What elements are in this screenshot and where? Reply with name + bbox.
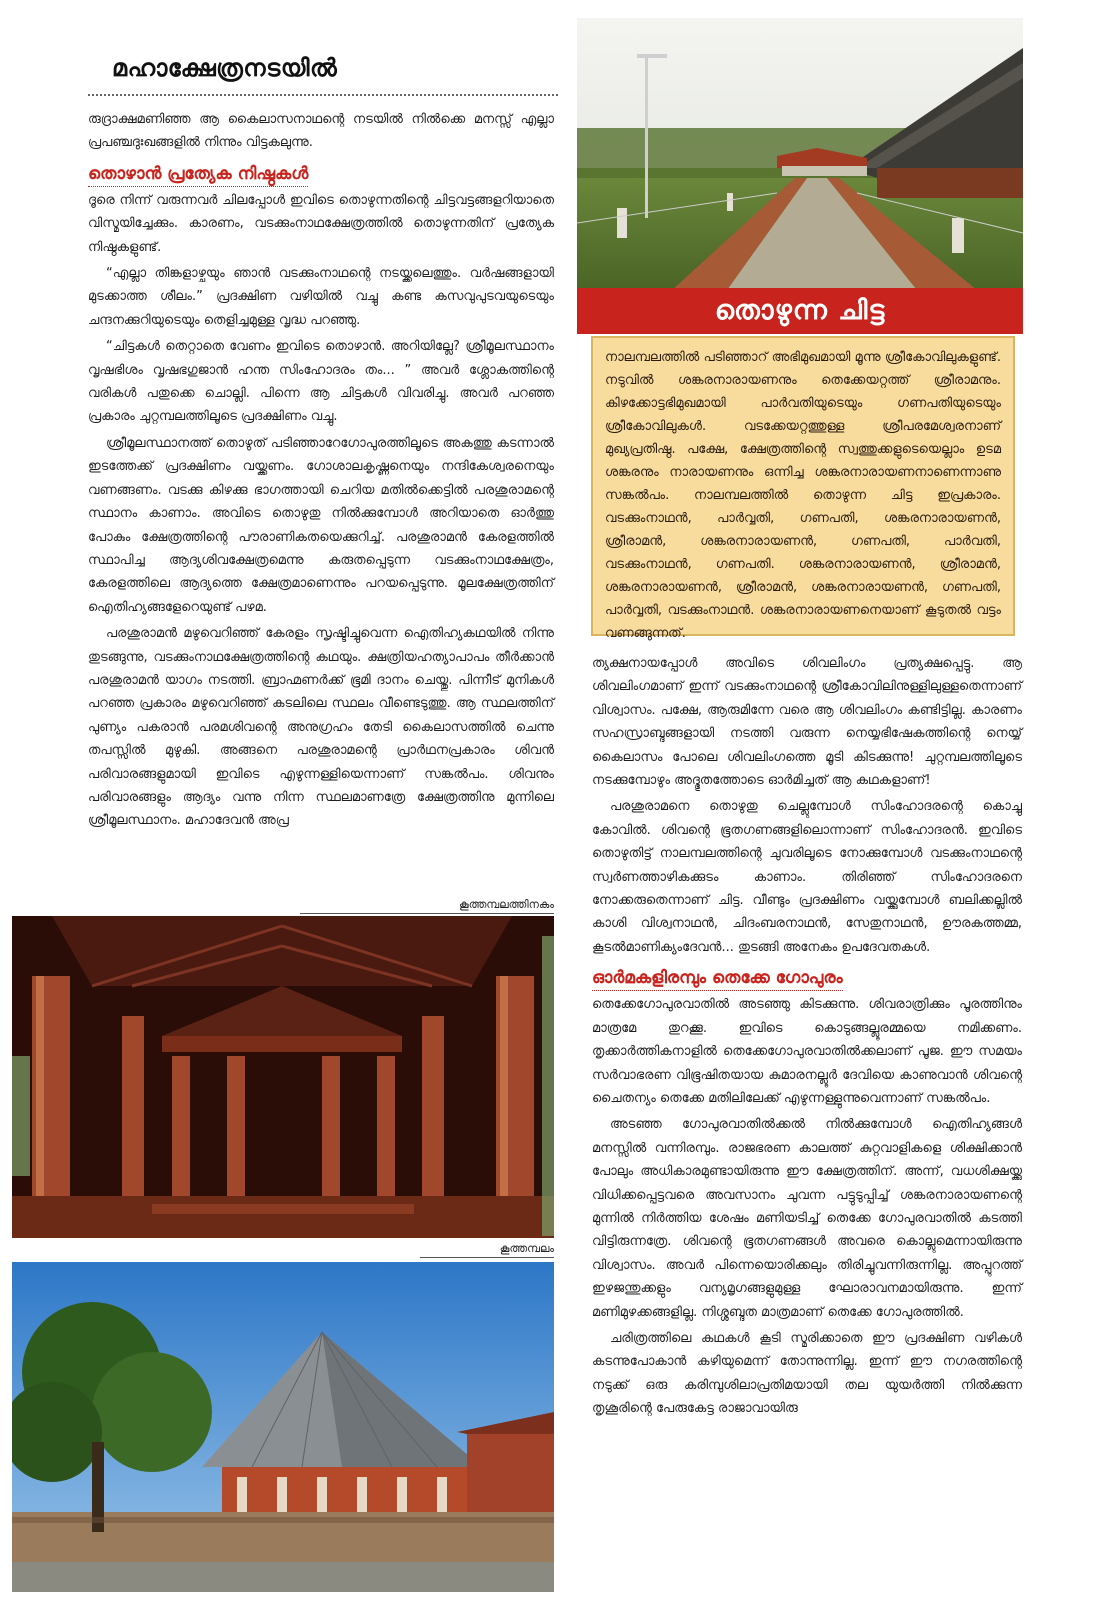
sidebar-banner: തൊഴുന്ന ചിട്ട — [577, 288, 1023, 334]
photo-caption-exterior: കൂത്തമ്പലം — [420, 1242, 554, 1258]
temple-pathway-illustration — [577, 18, 1023, 290]
paragraph: ചരിത്രത്തിലെ കഥകൾ കൂടി സ്മരിക്കാതെ ഈ പ്രദക്ഷിണ വഴികൾ കടന്നുപോകാൻ കഴിയുമെന്ന് തോന്നുന്നില്ല. ഇന്ന് ഈ നഗരത്തിന്റെ നടുക്ക് ഒരു കരിമ്പുശിലാപ്രതിമയായി തല യുയർത്തി നിൽക്കുന്ന തൃശൂരിന്റെ പേരുകേട്ട രാജാവായിരു — [592, 1330, 1022, 1417]
sidebar-infobox: നാലമ്പലത്തിൽ പടിഞ്ഞാറ് അഭിമുഖമായി മൂന്നു ശ്രീകോവിലുകളുണ്ട്. നടുവിൽ ശങ്കരനാരായണനും തെക്കേയറ്റത്ത് ശ്രീരാമനും. കിഴക്കോട്ടഭിമുഖമായി പാർവതിയുടെയും ഗണപതിയുടെയും ശ്രീകോവിലുകൾ. വടക്കേയറ്റത്തുള്ള ശ്രീപരമേശ്വരനാണ് മുഖ്യപ്രതിഷ്ഠ. പക്ഷേ, ക്ഷേത്രത്തിന്റെ സ്വത്തുക്കളുടെയെല്ലാം ഉടമ ശങ്കരനും നാരായണനും ഒന്നിച്ച ശങ്കരനാരായണനാണെന്നാണു സങ്കൽപം. നാലമ്പലത്തിൽ തൊഴുന്ന ചിട്ട ഇപ്രകാരം. വടക്കുംനാഥൻ, പാർവ്വതി, ഗണപതി, ശങ്കരനാരായണൻ, ശ്രീരാമൻ, ശങ്കരനാരായണൻ, ഗണപതി, പാർവതി, വടക്കുംനാഥൻ, ഗണപതി. ശങ്കരനാരായണൻ, ശ്രീരാമൻ, ശങ്കരനാരായണൻ, ശ്രീരാമൻ, ശങ്കരനാരായണൻ, ഗണപതി, പാർവ്വതി, വടക്കുംനാഥൻ. ശങ്കരനാരായണനെയാണ് കൂടുതൽ വട്ടം വണങ്ങുന്നത്. — [591, 336, 1015, 636]
left-column — [88, 108, 554, 836]
page-title: മഹാക്ഷേത്രനടയിൽ — [112, 54, 338, 82]
paragraph: പരശുരാമൻ മഴുവെറിഞ്ഞ് കേരളം സൃഷ്ടിച്ചുവെന്ന ഐതിഹ്യകഥയിൽ നിന്നു തുടങ്ങുന്നു, വടക്കുംനാഥക്ഷേത്രത്തിന്റെ കഥയും. ക്ഷത്രിയഹത്യാപാപം തീർക്കാൻ പരശുരാമൻ യാഗം നടത്തി. ബ്രാഹ്മണർക്ക് ഭൂമി ദാനം ചെയ്തു. പിന്നീട് മുനികൾ പറഞ്ഞ പ്രകാരം മഴുവെറിഞ്ഞ് കടലിലെ സ്ഥലം വീണ്ടെടുത്തു. ആ സ്ഥലത്തിന് പുണ്യം പകരാൻ പരമശിവന്റെ അനുഗ്രഹം തേടി കൈലാസത്തിൽ ചെന്നു തപസ്സിൽ മുഴുകി. അങ്ങനെ പരശുരാമന്റെ പ്രാർഥനപ്രകാരം ശിവൻ പരിവാരങ്ങളുമായി ഇവിടെ എഴുന്നള്ളിയെന്നാണ് സങ്കൽപം. ശിവനും പരിവാരങ്ങളും ആദ്യം വന്നു നിന്ന സ്ഥലമാണത്രേ ക്ഷേത്രത്തിനു മുന്നിലെ ശ്രീമൂലസ്ഥാനം. മഹാദേവൻ അപ്ര — [88, 626, 554, 829]
paragraph: ത്യക്ഷനായപ്പോൾ അവിടെ ശിവലിംഗം പ്രത്യക്ഷപ്പെട്ടു. ആ ശിവലിംഗമാണ് ഇന്ന് വടക്കുംനാഥന്റെ ശ്രീകോവിലിനുള്ളിലുള്ളതെന്നാണ് വിശ്വാസം. പക്ഷേ, ആരുമിന്നേ വരെ ആ ശിവലിംഗം കണ്ടിട്ടില്ല. കാരണം സഹസ്രാബ്ദങ്ങളായി നടത്തി വരുന്ന നെയ്യഭിഷേകത്തിന്റെ നെയ്യ് കൈലാസം പോലെ ശിവലിംഗത്തെ മൂടി കിടക്കുന്നു! ചുറ്റമ്പലത്തിലൂടെ നടക്കുമ്പോഴും അദ്ഭുതത്തോടെ ഓർമിച്ചത് ആ കഥകളാണ്! — [592, 656, 1022, 789]
paragraph: “എല്ലാ തിങ്കളാഴ്ചയും ഞാൻ വടക്കുംനാഥന്റെ നടയ്ക്കലെത്തും. വർഷങ്ങളായി മുടക്കാത്ത ശീലം.” പ്രദക്ഷിണ വഴിയിൽ വച്ചു കണ്ട കസവുപുടവയുടെയും ചന്ദനക്കുറിയുടെയും തെളിച്ചമുള്ള വൃദ്ധ പറഞ്ഞു. — [88, 266, 554, 328]
koothambalam-interior-photo — [12, 916, 554, 1238]
temple-pathway-photo — [577, 18, 1023, 290]
right-column — [592, 652, 1022, 1424]
intro-paragraph: രുദ്രാക്ഷമണിഞ്ഞ ആ കൈലാസനാഥന്റെ നടയിൽ നിൽക്കെ മനസ്സ് എല്ലാ പ്രപഞ്ചദുഃഖങ്ങളിൽ നിന്നും വിട്ടകലുന്നു. — [88, 112, 554, 151]
paragraph: “ചിട്ടകൾ തെറ്റാതെ വേണം ഇവിടെ തൊഴാൻ. അറിയില്ലേ? ശ്രീമൂലസ്ഥാനം വൃഷഭിശം വൃഷഭഗുജാൻ ഹന്ത സിംഹോദരം തം... ” അവർ ശ്ലോകത്തിന്റെ വരികൾ പതുക്കെ ചൊല്ലി. പിന്നെ ആ ചിട്ടകൾ വിവരിച്ചു. അവർ പറഞ്ഞ പ്രകാരം ചുറ്റമ്പലത്തിലൂടെ പ്രദക്ഷിണം വച്ചു. — [88, 339, 554, 425]
section-heading-rituals: തൊഴാൻ പ്രത്യേക നിഷ്ഠകൾ — [88, 162, 308, 187]
koothambalam-exterior-illustration — [12, 1262, 554, 1592]
title-divider — [88, 94, 558, 96]
koothambalam-interior-illustration — [12, 916, 554, 1238]
paragraph: പരശുരാമനെ തൊഴുതു ചെല്ലുമ്പോൾ സിംഹോദരന്റെ കൊച്ചു കോവിൽ. ശിവന്റെ ഭൂതഗണങ്ങളിലൊന്നാണ് സിംഹോദരൻ. ഇവിടെ തൊഴുതിട്ട് നാലമ്പലത്തിന്റെ ചുവരിലൂടെ നോക്കുമ്പോൾ വടക്കുംനാഥന്റെ സ്വർണത്താഴികക്കുടം കാണാം. തിരിഞ്ഞ് സിംഹോദരനെ നോക്കരുതെന്നാണ് ചിട്ട. വീണ്ടും പ്രദക്ഷിണം വയ്ക്കുമ്പോൾ ബലിക്കല്ലിൽ കാശി വിശ്വനാഥൻ, ചിദംബരനാഥൻ, സേതുനാഥൻ, ഊരകത്തമ്മ, കൂടൽമാണിക്യംദേവൻ... തുടങ്ങി അനേകം ഉപദേവതകൾ. — [592, 799, 1022, 955]
section-heading-south-gopuram: ഓർമകളിരമ്പും തെക്കേ ഗോപുരം — [592, 966, 843, 991]
paragraph: തെക്കേഗോപുരവാതിൽ അടഞ്ഞു കിടക്കുന്നു. ശിവരാത്രിക്കും പൂരത്തിനും മാത്രമേ തുറക്കൂ. ഇവിടെ കൊടുങ്ങല്ലൂരമ്മയെ നമിക്കണം. തൃക്കാർത്തികനാളിൽ തെക്കേഗോപുരവാതിൽക്കലാണ് പൂജ. ഈ സമയം സർവാഭരണ വിഭൂഷിതയായ കുമാരനല്ലൂർ ദേവിയെ കാണുവാൻ ശിവന്റെ ചൈതന്യം തെക്കേ മതിലിലേക്ക് എഴുന്നള്ളുന്നുവെന്നാണ് സങ്കൽപം. — [592, 997, 1022, 1106]
paragraph: അടഞ്ഞ ഗോപുരവാതിൽക്കൽ നിൽക്കുമ്പോൾ ഐതിഹ്യങ്ങൾ മനസ്സിൽ വന്നിരമ്പും. രാജഭരണ കാലത്ത് കുറ്റവാളികളെ ശിക്ഷിക്കാൻ പോലും അധികാരമുണ്ടായിരുന്നു ഈ ക്ഷേത്രത്തിന്. അന്ന്, വധശിക്ഷയ്ക്കു വിധിക്കപ്പെട്ടവരെ അവസാനം ചുവന്ന പട്ടുടുപ്പിച്ച് ശങ്കരനാരായണന്റെ മുന്നിൽ നിർത്തിയ ശേഷം മണിയടിച്ച് തെക്കേ ഗോപുരവാതിൽ കടത്തി വിട്ടിരുന്നത്രേ. ശിവന്റെ ഭൂതഗണങ്ങൾ അവരെ കൊല്ലുമെന്നായിരുന്നു വിശ്വാസം. അവർ പിന്നെയൊരിക്കലും തിരിച്ചുവന്നിരുന്നില്ല. അപ്പുറത്ത് ഇഴജന്തുക്കളും വന്യമൃഗങ്ങളുമുള്ള ഘോരാവനമായിരുന്നു. ഇന്ന് മണിമുഴക്കങ്ങളില്ല. നിശ്ശബ്ദത മാത്രമാണ് തെക്കേ ഗോപുരത്തിൽ. — [592, 1117, 1022, 1320]
paragraph: ദൂരെ നിന്ന് വരുന്നവർ ചിലപ്പോൾ ഇവിടെ തൊഴുന്നതിന്റെ ചിട്ടവട്ടങ്ങളറിയാതെ വിസ്മയിച്ചേക്കും. കാരണം, വടക്കുംനാഥക്ഷേത്രത്തിൽ തൊഴുന്നതിന് പ്രത്യേക നിഷ്ഠകളുണ്ട്. — [88, 192, 554, 255]
photo-caption-interior: കൂത്തമ്പലത്തിനകം — [300, 898, 554, 914]
paragraph: ശ്രീമൂലസ്ഥാനത്ത് തൊഴുത് പടിഞ്ഞാറേഗോപുരത്തിലൂടെ അകത്തു കടന്നാൽ ഇടത്തേക്ക് പ്രദക്ഷിണം വയ്ക്കണം. ഗോശാലകൃഷ്ണനെയും നന്ദികേശ്വരനെയും വണങ്ങണം. വടക്കു കിഴക്കു ഭാഗത്തായി ചെറിയ മതിൽക്കെട്ടിൽ പരശുരാമന്റെ സ്ഥാനം കാണാം. അവിടെ തൊഴുതു നിൽക്കുമ്പോൾ അറിയാതെ ഓർത്തു പോകും ക്ഷേത്രത്തിന്റെ പൗരാണികതയെക്കുറിച്ച്. പരശുരാമൻ കേരളത്തിൽ സ്ഥാപിച്ച ആദ്യശിവക്ഷേത്രമെന്നു കരുതപ്പെടുന്ന വടക്കുംനാഥക്ഷേത്രം, കേരളത്തിലെ ആദ്യത്തെ ക്ഷേത്രമാണെന്നും പറയപ്പെടുന്നു. മൂലക്ഷേത്രത്തിന് ഐതിഹ്യങ്ങളേറെയുണ്ട് പഴമ. — [88, 435, 554, 615]
koothambalam-exterior-photo — [12, 1262, 554, 1592]
